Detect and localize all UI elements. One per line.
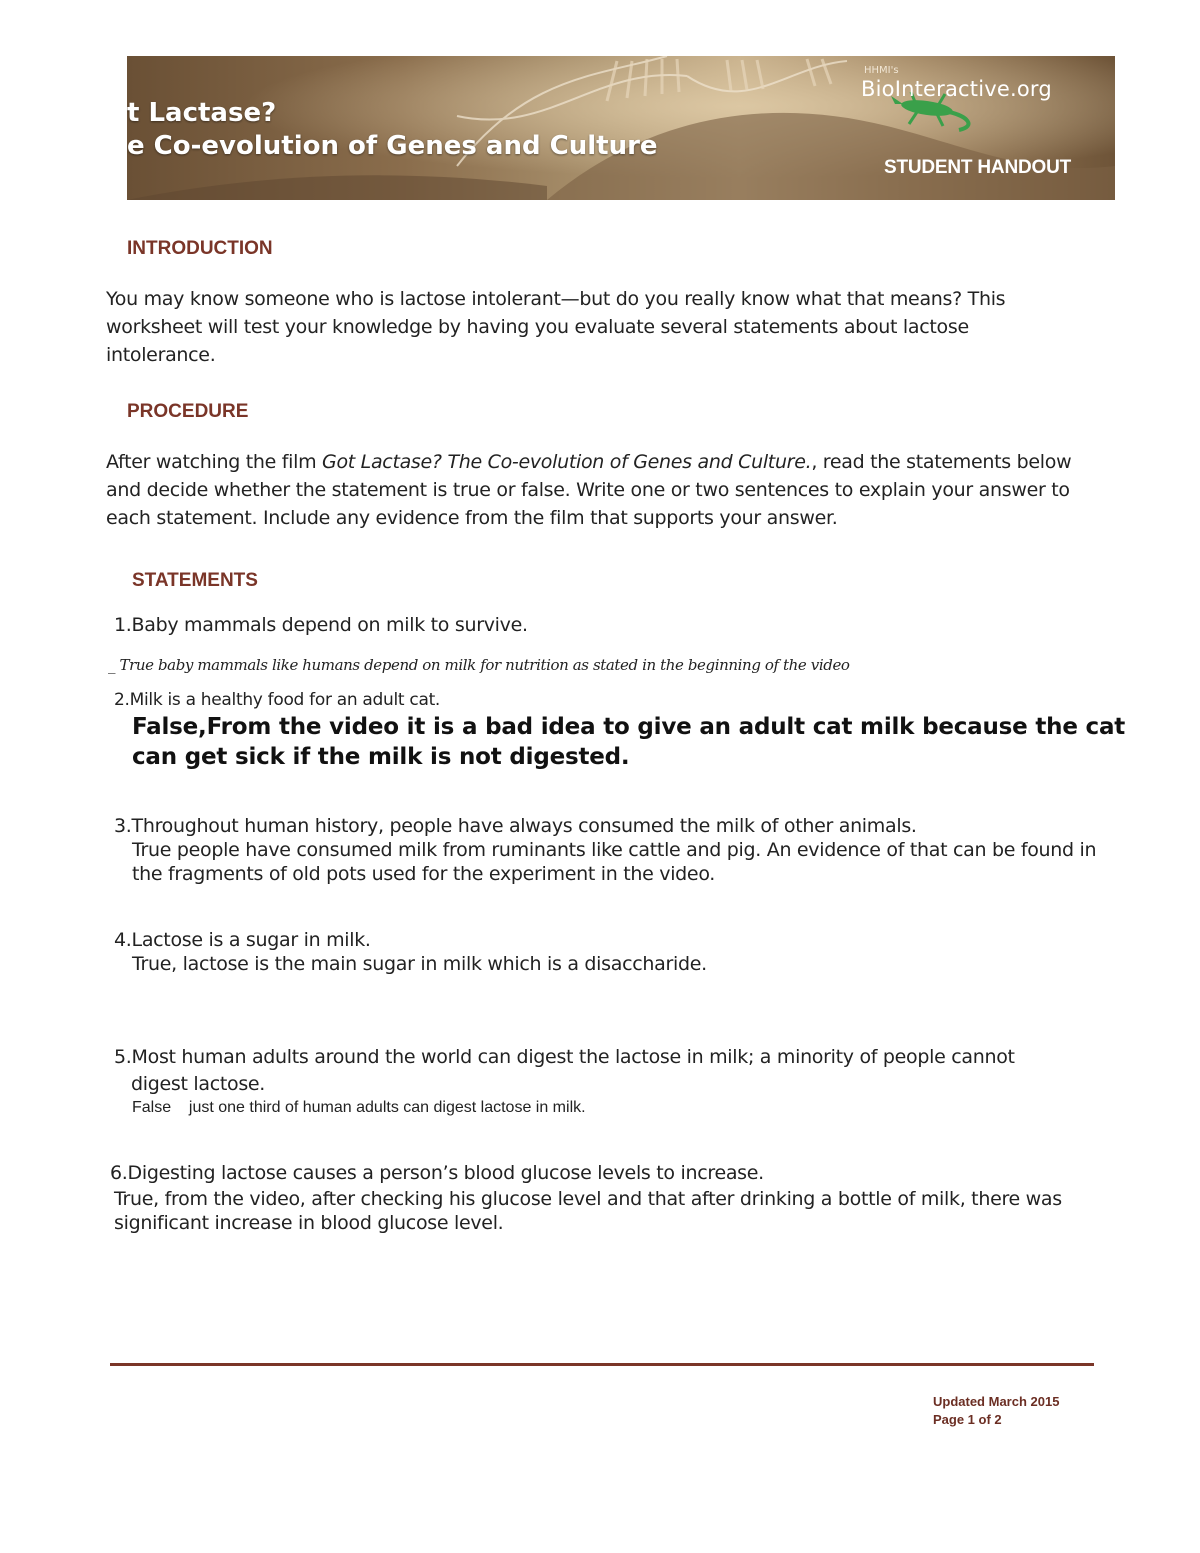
- answer-6: True, from the video, after checking his glucose level and that after drinking a bottle of milk, there was significant increase in blood glucose level.: [114, 1188, 1062, 1234]
- statement-2: [114, 690, 440, 710]
- statement-6: [110, 1162, 764, 1184]
- introduction-heading: INTRODUCTION: [127, 238, 273, 259]
- statement-4: [114, 929, 371, 951]
- logo-prefix: HHMI's: [864, 65, 899, 76]
- procedure-text-after: , read the statements below and decide whether the statement is true or false. Write one or two sentences to explain your answer to each statement. Include any evidence from the film that supports your answer.: [106, 451, 1072, 529]
- banner-title-line-1: t Lactase?: [127, 98, 277, 128]
- statement-5: [114, 1044, 1046, 1098]
- statement-number: 2.: [114, 690, 130, 710]
- statement-text: Throughout human history, people have always consumed the milk of other animals.: [131, 815, 917, 837]
- procedure-text-before: After watching the film: [106, 451, 323, 473]
- statement-text: Milk is a healthy food for an adult cat.: [129, 690, 441, 710]
- introduction-text: You may know someone who is lactose intolerant—but do you really know what that means? This worksheet will test your knowledge by having you evaluate several statements about lactose intolerance.: [106, 288, 1006, 366]
- statement-number: 1.: [114, 614, 132, 636]
- statement-number: 6.: [110, 1162, 128, 1184]
- statement-number: 4.: [114, 929, 132, 951]
- page-number: Page 1 of 2: [933, 1412, 1002, 1427]
- answer-1: _ True baby mammals like humans depend on milk for nutrition as stated in the beginning of the video: [108, 656, 850, 674]
- statement-1: [114, 614, 528, 636]
- statement-text: Baby mammals depend on milk to survive.: [131, 614, 528, 636]
- answer-2: False,From the video it is a bad idea to give an adult cat milk because the cat can get sick if the milk is not digested.: [132, 714, 1126, 770]
- answer-4: True, lactose is the main sugar in milk which is a disaccharide.: [132, 953, 707, 975]
- statement-text: Most human adults around the world can digest the lactose in milk; a minority of people cannot digest lactose.: [131, 1046, 1015, 1095]
- procedure-heading: PROCEDURE: [127, 401, 249, 422]
- student-handout-label: STUDENT HANDOUT: [884, 157, 1071, 178]
- answer-5: False just one third of human adults can digest lactose in milk.: [132, 1099, 586, 1116]
- statement-number: 5.: [114, 1046, 132, 1068]
- updated-date: Updated March 2015: [933, 1394, 1060, 1409]
- film-title: Got Lactase? The Co-evolution of Genes and Culture.: [322, 451, 812, 473]
- statements-heading: STATEMENTS: [132, 570, 258, 591]
- statement-text: Lactose is a sugar in milk.: [131, 929, 371, 951]
- header-banner: [127, 56, 1115, 200]
- statement-text: Digesting lactose causes a person’s blood glucose levels to increase.: [127, 1162, 764, 1184]
- footer-divider: [110, 1363, 1094, 1366]
- answer-3: True people have consumed milk from ruminants like cattle and pig. An evidence of that can be found in the fragments of old pots used for the experiment in the video.: [132, 839, 1097, 885]
- procedure-text: [106, 448, 1096, 532]
- site-logo: BioInteractive.org: [861, 77, 1052, 101]
- banner-title-line-2: e Co-evolution of Genes and Culture: [127, 131, 658, 161]
- statement-number: 3.: [114, 815, 132, 837]
- statement-3: [114, 815, 917, 837]
